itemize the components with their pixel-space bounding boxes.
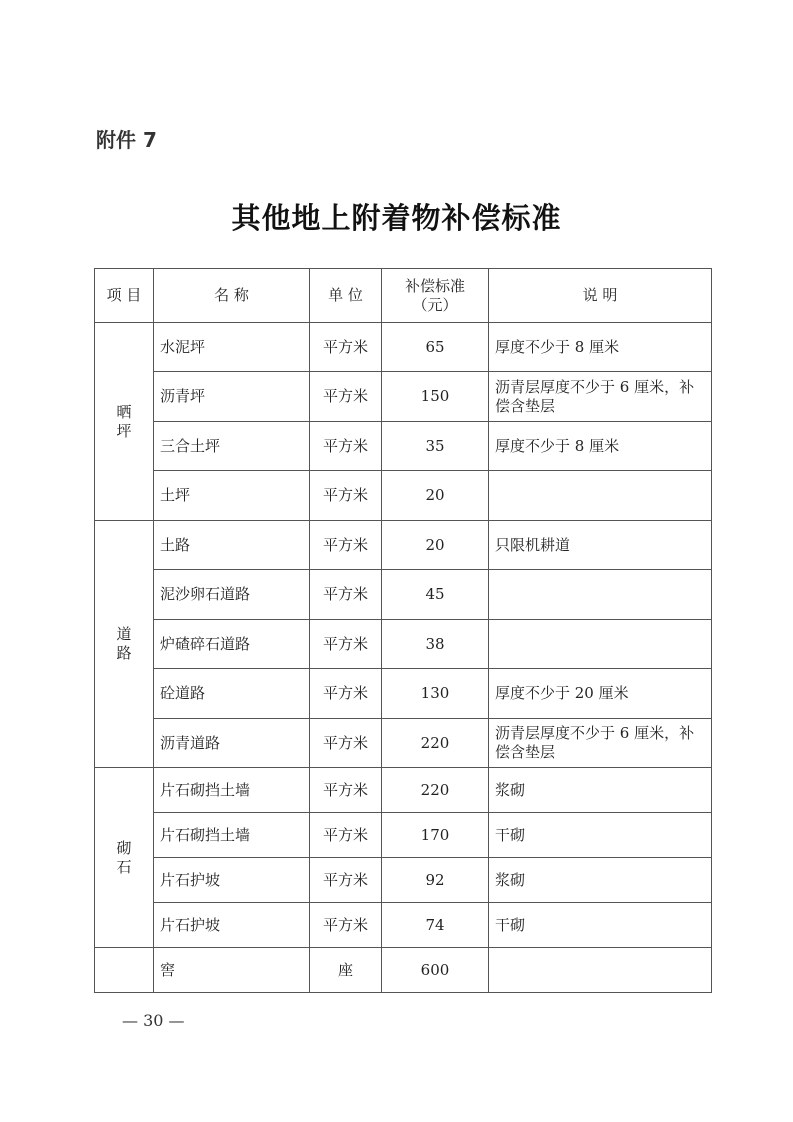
table-row — [95, 858, 712, 903]
item-name: 砼道路 — [154, 669, 310, 719]
item-note: 只限机耕道 — [489, 521, 712, 570]
header-unit: 单 位 — [310, 269, 382, 323]
table-row — [95, 719, 712, 768]
item-note — [489, 570, 712, 620]
group-label — [95, 948, 154, 993]
item-value: 20 — [382, 471, 489, 521]
item-note — [489, 948, 712, 993]
item-note — [489, 471, 712, 521]
item-note: 浆砌 — [489, 768, 712, 813]
item-note: 干砌 — [489, 903, 712, 948]
table-row — [95, 948, 712, 993]
item-unit: 平方米 — [310, 768, 382, 813]
item-name: 泥沙卵石道路 — [154, 570, 310, 620]
table-row — [95, 669, 712, 719]
item-unit: 平方米 — [310, 620, 382, 669]
item-unit: 平方米 — [310, 719, 382, 768]
item-name: 土坪 — [154, 471, 310, 521]
table-row — [95, 768, 712, 813]
item-note: 沥青层厚度不少于 6 厘米，补偿含垫层 — [489, 372, 712, 422]
header-item: 项 目 — [95, 269, 154, 323]
item-unit: 平方米 — [310, 372, 382, 422]
table-row — [95, 521, 712, 570]
item-value: 92 — [382, 858, 489, 903]
item-name: 三合土坪 — [154, 422, 310, 471]
table-header-row — [95, 269, 712, 323]
header-standard-line2: （元） — [412, 295, 458, 314]
item-value: 74 — [382, 903, 489, 948]
item-name: 沥青道路 — [154, 719, 310, 768]
item-value: 600 — [382, 948, 489, 993]
item-unit: 平方米 — [310, 471, 382, 521]
group-label: 道 路 — [95, 521, 154, 768]
item-name: 片石护坡 — [154, 903, 310, 948]
table-row — [95, 570, 712, 620]
item-note: 浆砌 — [489, 858, 712, 903]
item-note: 厚度不少于 20 厘米 — [489, 669, 712, 719]
header-standard-line1: 补偿标准 — [404, 276, 465, 295]
table-row — [95, 422, 712, 471]
item-name: 土路 — [154, 521, 310, 570]
item-unit: 平方米 — [310, 858, 382, 903]
item-value: 220 — [382, 719, 489, 768]
item-note: 厚度不少于 8 厘米 — [489, 422, 712, 471]
compensation-table — [94, 268, 712, 993]
item-value: 220 — [382, 768, 489, 813]
table-row — [95, 813, 712, 858]
item-name: 水泥坪 — [154, 323, 310, 372]
item-name: 片石护坡 — [154, 858, 310, 903]
item-value: 65 — [382, 323, 489, 372]
item-unit: 座 — [310, 948, 382, 993]
item-name: 炉碴碎石道路 — [154, 620, 310, 669]
item-name: 片石砌挡土墙 — [154, 768, 310, 813]
item-name: 片石砌挡土墙 — [154, 813, 310, 858]
header-note: 说 明 — [489, 269, 712, 323]
item-unit: 平方米 — [310, 323, 382, 372]
table-row — [95, 471, 712, 521]
group-label: 砌 石 — [95, 768, 154, 948]
group-label: 晒 坪 — [95, 323, 154, 521]
page-title: 其他地上附着物补偿标准 — [231, 201, 562, 235]
item-name: 窖 — [154, 948, 310, 993]
item-value: 20 — [382, 521, 489, 570]
page-number: — 30 — — [122, 1011, 185, 1030]
item-value: 45 — [382, 570, 489, 620]
item-name: 沥青坪 — [154, 372, 310, 422]
item-unit: 平方米 — [310, 669, 382, 719]
item-unit: 平方米 — [310, 903, 382, 948]
item-note — [489, 620, 712, 669]
attachment-label: 附件 7 — [96, 128, 157, 152]
item-value: 150 — [382, 372, 489, 422]
header-name: 名 称 — [154, 269, 310, 323]
header-standard — [382, 269, 489, 323]
table-row — [95, 620, 712, 669]
item-note: 干砌 — [489, 813, 712, 858]
table-row — [95, 903, 712, 948]
item-value: 130 — [382, 669, 489, 719]
item-value: 170 — [382, 813, 489, 858]
item-unit: 平方米 — [310, 570, 382, 620]
item-value: 35 — [382, 422, 489, 471]
table-row — [95, 372, 712, 422]
table-row — [95, 323, 712, 372]
item-note: 沥青层厚度不少于 6 厘米，补偿含垫层 — [489, 719, 712, 768]
item-note: 厚度不少于 8 厘米 — [489, 323, 712, 372]
item-unit: 平方米 — [310, 813, 382, 858]
item-value: 38 — [382, 620, 489, 669]
item-unit: 平方米 — [310, 521, 382, 570]
item-unit: 平方米 — [310, 422, 382, 471]
